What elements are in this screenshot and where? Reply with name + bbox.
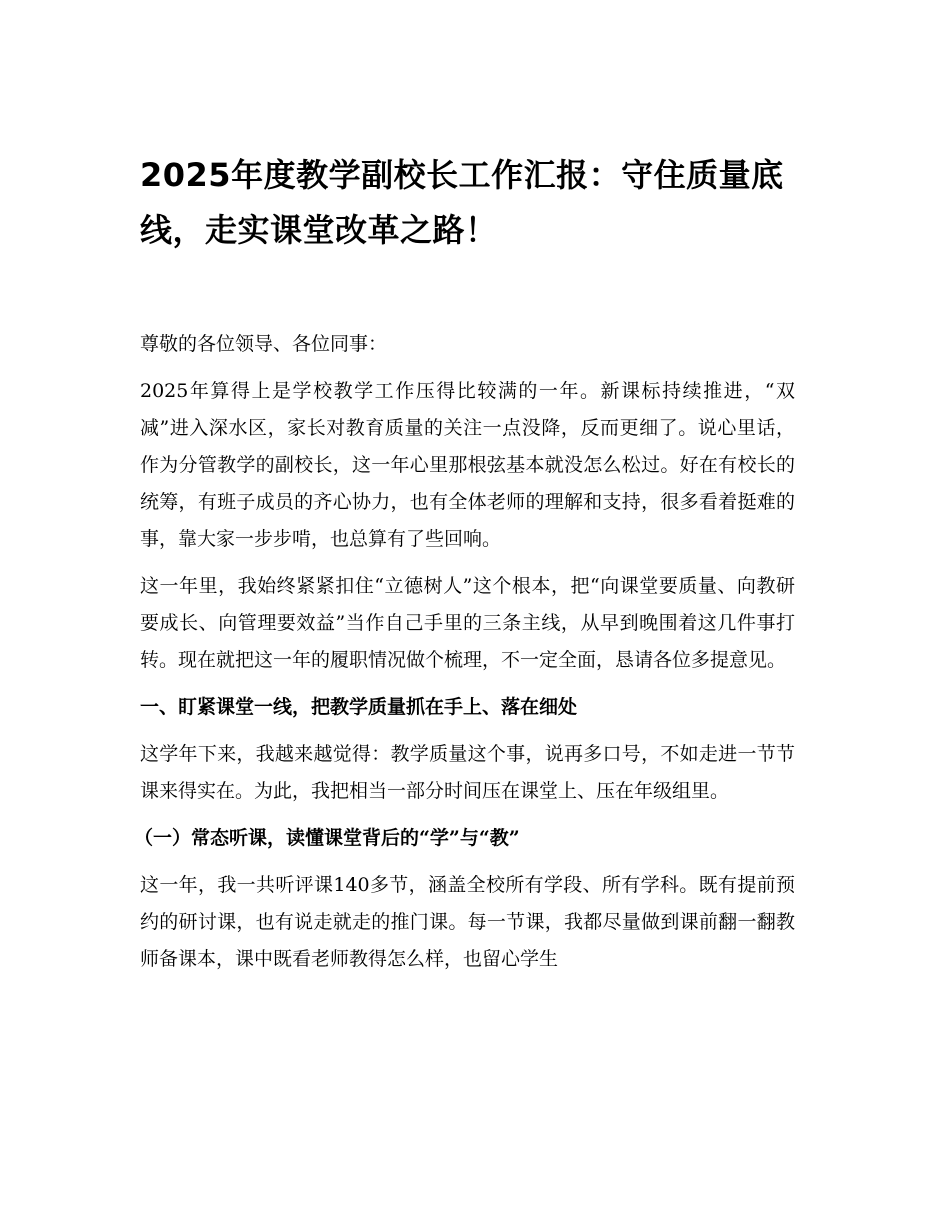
- section-heading-1: 一、盯紧课堂一线，把教学质量抓在手上、落在细处: [140, 696, 578, 718]
- paragraph-intro: 2025年算得上是学校教学工作压得比较满的一年。新课标持续推进，“双减”进入深水区，家长对教育质量的关注一点没降，反而更细了。说心里话，作为分管教学的副校长，这一年心里那根弦基本就没怎么松过。好在有校长的统筹，有班子成员的齐心协力，也有全体老师的理解和支持，很多看着挺难的事，靠大家一步步啃，也总算有了些回响。: [140, 380, 795, 550]
- salutation: 尊敬的各位领导、各位同事：: [140, 333, 388, 355]
- paragraph-focus: 这一年里，我始终紧紧扣住“立德树人”这个根本，把“向课堂要质量、向教研要成长、向管理要效益”当作自己手里的三条主线，从早到晚围着这几件事打转。现在就把这一年的履职情况做个梳理，不一定全面，恳请各位多提意见。: [140, 575, 795, 671]
- subsection-1-paragraph: 这一年，我一共听评课140多节，涵盖全校所有学段、所有学科。既有提前预约的研讨课，也有说走就走的推门课。每一节课，我都尽量做到课前翻一翻教师备课本，课中既看老师教得怎么样，也留心学生: [140, 874, 795, 970]
- subsection-heading-1: （一）常态听课，读懂课堂背后的“学”与“教”: [134, 827, 520, 849]
- section-1-paragraph: 这学年下来，我越来越觉得：教学质量这个事，说再多口号，不如走进一节节课来得实在。为此，我把相当一部分时间压在课堂上、压在年级组里。: [140, 743, 795, 802]
- document-body: [134, 148, 795, 978]
- document-title: 2025年度教学副校长工作汇报：守住质量底线，走实课堂改革之路！: [140, 156, 784, 249]
